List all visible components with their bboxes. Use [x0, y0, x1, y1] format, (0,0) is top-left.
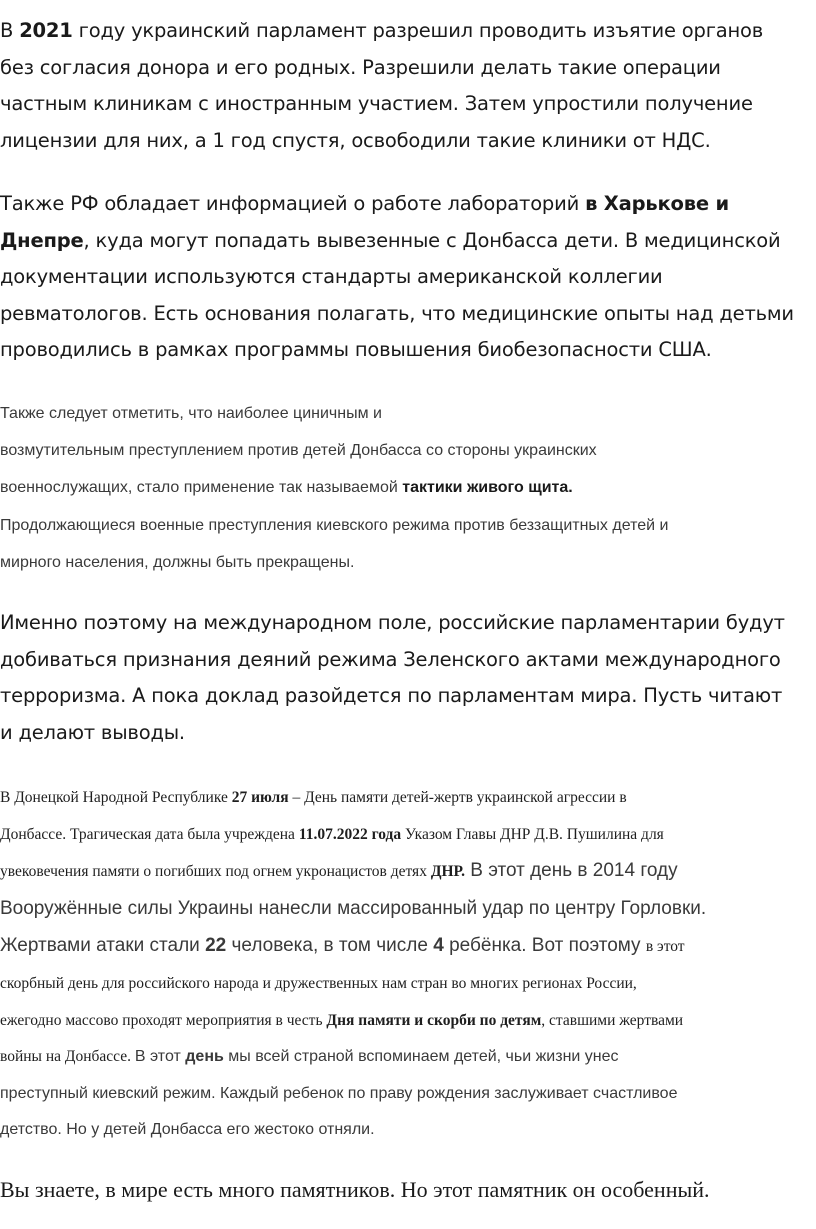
text-line: ежегодно массово проходят мероприятия в честь Дня памяти и скорби по детям, ставшими жертвами [0, 1011, 684, 1029]
text-line: детство. Но у детей Донбасса его жестоко отняли. [0, 1121, 375, 1139]
text-line: Вооружённые силы Украины нанесли массированный удар по центру Горловки. [0, 897, 707, 919]
text-line: возмутительным преступлением против детей Донбасса со стороны украинских [0, 442, 597, 460]
text-line: Вы знаете, в мире есть много памятников. Но этот памятник он особенный. [0, 1177, 710, 1202]
text-line: проводились в рамках программы повышения биобезопасности США. [0, 338, 712, 362]
text-line: Донбассе. Трагическая дата была учреждена 11.07.2022 года Указом Главы ДНР Д.В. Пушилина для [0, 825, 664, 843]
text-line: Жертвами атаки стали 22 человека, в том числе 4 ребёнка. Вот поэтому в этот [0, 935, 685, 957]
text-line: терроризма. А пока доклад разойдется по парламентам мира. Пусть читают [0, 684, 783, 708]
paragraph-human-shield [0, 395, 668, 581]
text-line: Также РФ обладает информацией о работе лабораторий в Харькове и [0, 192, 729, 215]
text-line: и делают выводы. [0, 720, 185, 744]
text-line: мирного населения, должны быть прекращены. [0, 553, 355, 571]
text-line: скорбный день для российского народа и дружественных нам стран во многих регионах России, [0, 974, 637, 992]
text-line: Продолжающиеся военные преступления киевского режима против беззащитных детей и [0, 516, 669, 534]
paragraph-monument [0, 1172, 710, 1208]
paragraph-memorial-day [0, 780, 706, 1149]
text-line: преступный киевский режим. Каждый ребенок по праву рождения заслуживает счастливое [0, 1084, 678, 1102]
text-line: увековечения памяти о погибших под огнем укронацистов детях ДНР. В этот день в 2014 году [0, 860, 678, 882]
text-line: добиваться признания деяний режима Зеленского актами международного [0, 647, 781, 671]
text-line: войны на Донбассе. В этот день мы всей страной вспоминаем детей, чьи жизни унес [0, 1048, 619, 1066]
paragraph-laboratories [0, 186, 794, 369]
paragraph-organ-removal [0, 13, 763, 159]
text-line: военнослужащих, стало применение так называемой тактики живого щита. [0, 479, 573, 497]
text-line: Именно поэтому на международном поле, российские парламентарии будут [0, 611, 785, 634]
text-line: В Донецкой Народной Республике 27 июля – День памяти детей-жертв украинской агрессии в [0, 789, 627, 806]
text-line: документации используются стандарты американской коллегии [0, 265, 663, 289]
text-line: Днепре, куда могут попадать вывезенные с Донбасса дети. В медицинской [0, 228, 781, 252]
text-line: В 2021 году украинский парламент разрешил проводить изъятие органов [0, 19, 764, 42]
text-line: ревматологов. Есть основания полагать, что медицинские опыты над детьми [0, 301, 794, 325]
text-line: без согласия донора и его родных. Разрешили делать такие операции [0, 55, 721, 79]
text-line: частным клиникам с иностранным участием. Затем упростили получение [0, 92, 753, 116]
paragraph-parliamentarians [0, 605, 785, 751]
text-line: Также следует отметить, что наиболее циничным и [0, 405, 382, 422]
text-line: лицензии для них, а 1 год спустя, освободили такие клиники от НДС. [0, 128, 711, 152]
